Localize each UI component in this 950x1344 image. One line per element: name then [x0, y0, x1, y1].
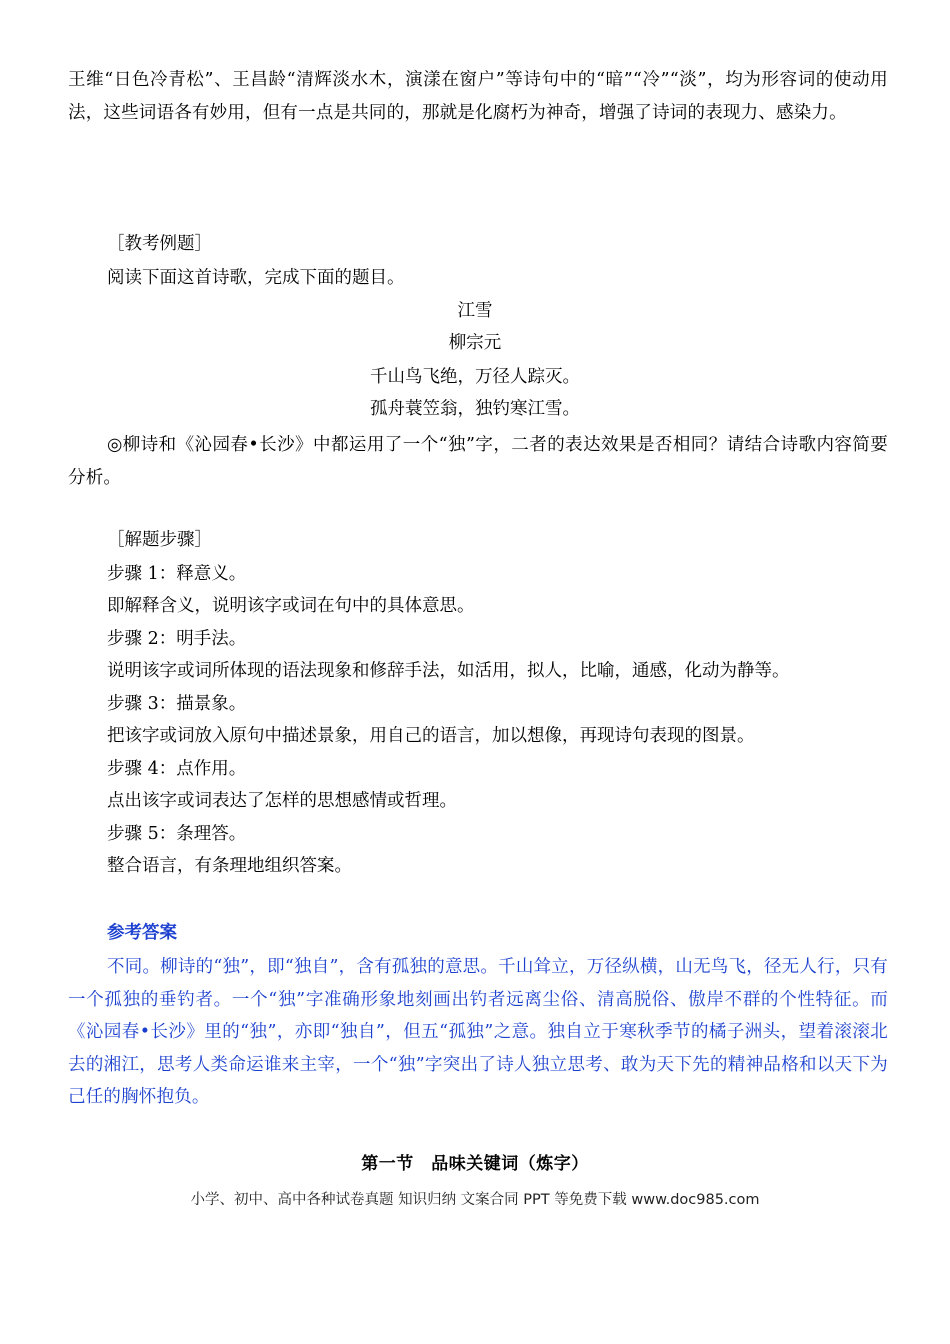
question-text: ◎柳诗和《沁园春•长沙》中都运用了一个“独”字，二者的表达效果是否相同？请结合诗歌内容简要分析。	[68, 435, 888, 488]
step-5-desc: 整合语言，有条理地组织答案。	[107, 856, 352, 876]
example-instruction: 阅读下面这首诗歌，完成下面的题目。	[107, 268, 405, 288]
example-heading: ［教考例题］	[107, 234, 212, 254]
section-title: 第一节 品味关键词（炼字）	[361, 1154, 589, 1174]
poem-line-1: 千山鸟飞绝，万径人踪灭。	[370, 367, 580, 387]
steps-heading: ［解题步骤］	[107, 530, 212, 550]
step-2-desc: 说明该字或词所体现的语法现象和修辞手法，如活用，拟人，比喻，通感，化动为静等。	[107, 661, 790, 681]
step-5-label: 步骤 5：条理答。	[107, 824, 247, 844]
step-4-desc: 点出该字或词表达了怎样的思想感情或哲理。	[107, 791, 457, 811]
poem-author: 柳宗元	[448, 333, 502, 353]
step-1-label: 步骤 1：释意义。	[107, 564, 247, 584]
step-4-label: 步骤 4：点作用。	[107, 759, 247, 779]
step-2-label: 步骤 2：明手法。	[107, 629, 247, 649]
step-3-desc: 把该字或词放入原句中描述景象，用自己的语言，加以想像，再现诗句表现的图景。	[107, 726, 755, 746]
step-3-label: 步骤 3：描景象。	[107, 694, 247, 714]
step-1-desc: 即解释含义，说明该字或词在句中的具体意思。	[107, 596, 475, 616]
intro-paragraph: 王维“日色冷青松”、王昌龄“清辉淡水木，演漾在窗户”等诗句中的“暗”“冷”“淡”，均为形容词的使动用法，这些词语各有妙用，但有一点是共同的，那就是化腐朽为神奇，增强了诗词的表现力、感染力。	[68, 70, 888, 123]
answer-heading: 参考答案	[107, 923, 177, 943]
answer-text: 不同。柳诗的“独”，即“独自”，含有孤独的意思。千山耸立，万径纵横，山无鸟飞，径无人行，只有一个孤独的垂钓者。一个“独”字准确形象地刻画出钓者远离尘俗、清高脱俗、傲岸不群的个性特征。而《沁园春•长沙》里的“独”，亦即“独自”，但五“孤独”之意。独自立于寒秋季节的橘子洲头，望着滚滚北去的湘江，思考人类命运谁来主宰，一个“独”字突出了诗人独立思考、敢为天下先的精神品格和以天下为己任的胸怀抱负。	[68, 957, 888, 1107]
poem-title: 江雪	[457, 301, 493, 321]
footer-note: 小学、初中、高中各种试卷真题 知识归纳 文案合同 PPT 等免费下载 www.doc985.com	[190, 1192, 760, 1208]
poem-line-2: 孤舟蓑笠翁，独钓寒江雪。	[370, 399, 580, 419]
